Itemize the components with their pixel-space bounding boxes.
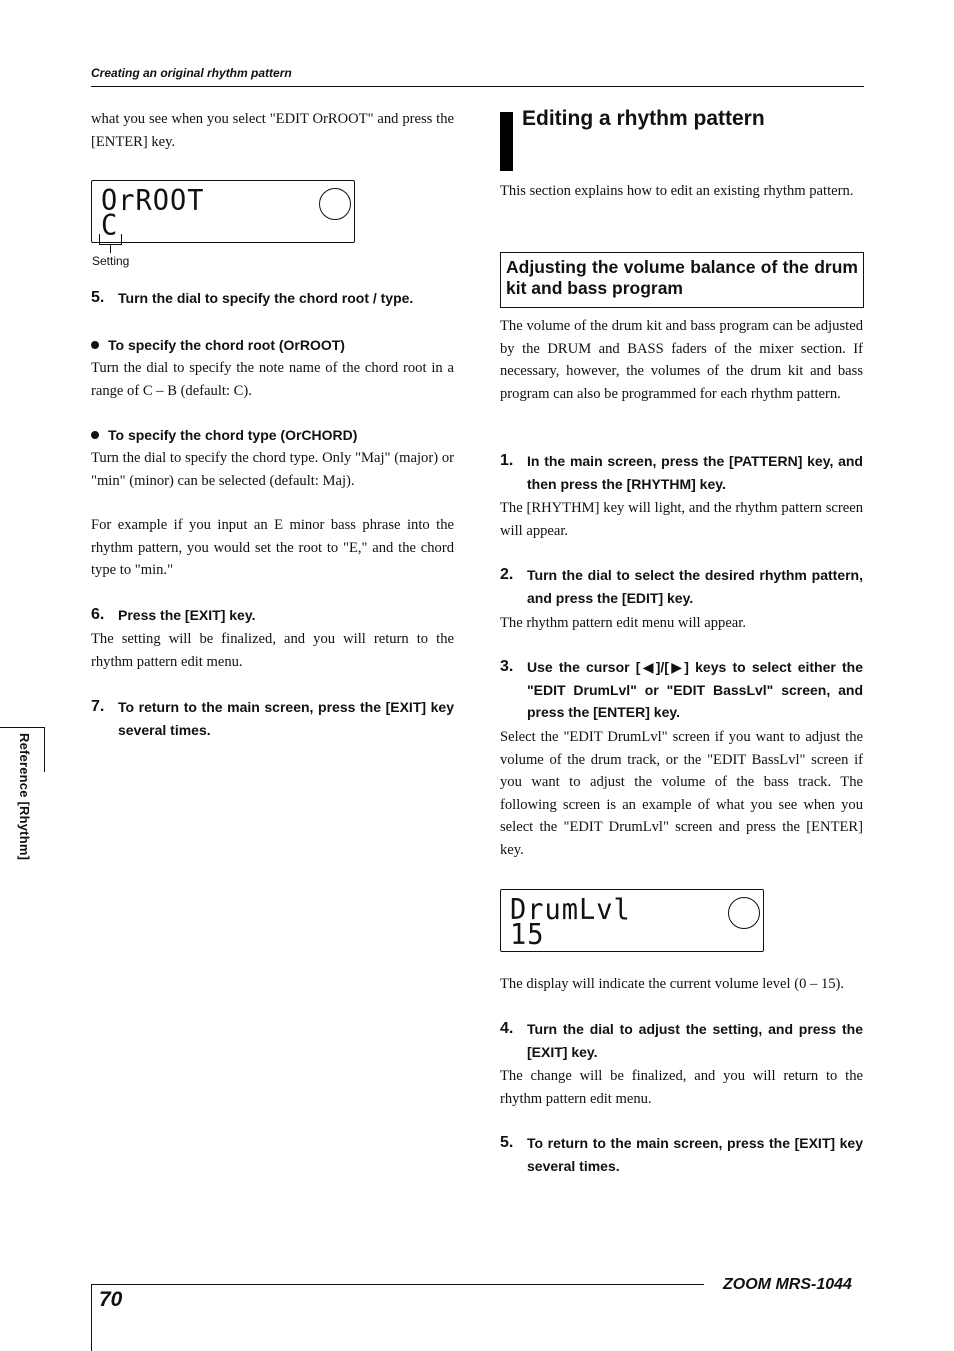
lcd-line-1: DrumLvl	[510, 893, 631, 927]
step-6-paragraph: The setting will be finalized, and you will return to the rhythm pattern edit menu.	[91, 631, 454, 670]
step-number: 6.	[91, 606, 105, 623]
step-2-paragraph: The rhythm pattern edit menu will appear.	[500, 615, 746, 631]
section-intro-paragraph: This section explains how to edit an existing rhythm pattern.	[500, 183, 854, 199]
side-tab-label: Reference [Rhythm]	[17, 733, 32, 861]
header-rule	[91, 86, 864, 87]
setting-bracket	[99, 234, 122, 245]
left-step-6	[91, 604, 454, 627]
step-instruction: To return to the main screen, press the [EXIT] key several times.	[118, 699, 454, 738]
step-number: 4.	[500, 1020, 514, 1037]
right-step-3	[500, 656, 863, 724]
left-intro-paragraph: what you see when you select "EDIT OrROOT" and press the [ENTER] key.	[91, 111, 454, 150]
section-heading: Editing a rhythm pattern	[522, 107, 765, 130]
right-step-2	[500, 564, 863, 609]
step-3-paragraph: Select the "EDIT DrumLvl" screen if you want to adjust the volume of the drum track, or the "EDIT BassLvl" screen if you want to adjust the volume of the bass track. The following screen is an example of what you see when you select the "EDIT DrumLvl" screen and press the [ENTER] key.	[500, 729, 863, 858]
lcd-line-1: OrROOT	[101, 184, 205, 218]
step-instruction: Turn the dial to adjust the setting, and press the [EXIT] key.	[527, 1021, 863, 1060]
product-name: ZOOM MRS-1044	[723, 1276, 852, 1293]
step-instruction: To return to the main screen, press the [EXIT] key several times.	[527, 1135, 863, 1174]
step-instruction: Turn the dial to select the desired rhythm pattern, and press the [EDIT] key.	[527, 567, 863, 606]
footer-rule	[91, 1284, 704, 1285]
bullet-chord-type-title: To specify the chord type (OrCHORD)	[91, 425, 357, 445]
bullet-dot-icon	[91, 341, 99, 349]
page-number: 70	[99, 1288, 123, 1311]
step-number: 1.	[500, 452, 514, 469]
lcd-drumlvl-display	[500, 889, 764, 952]
step-instruction: Use the cursor [◀]/[▶] keys to select either the "EDIT DrumLvl" or "EDIT BassLvl" screen, and press the [ENTER] key.	[527, 659, 863, 720]
step-number: 5.	[500, 1134, 514, 1151]
subheading-box	[500, 252, 864, 308]
subheading: Adjusting the volume balance of the drum kit and bass program	[506, 257, 858, 298]
chord-type-paragraph: Turn the dial to specify the chord type. Only "Maj" (major) or "min" (minor) can be selected (default: Maj).	[91, 450, 454, 489]
heading-bar	[500, 112, 513, 171]
lcd-indicator-circle	[728, 897, 760, 929]
step-number: 7.	[91, 698, 105, 715]
right-step-1	[500, 450, 863, 495]
bullet-dot-icon	[91, 431, 99, 439]
step-4-paragraph: The change will be finalized, and you will return to the rhythm pattern edit menu.	[500, 1068, 863, 1107]
display-note-paragraph: The display will indicate the current volume level (0 – 15).	[500, 976, 845, 992]
setting-leader-line	[110, 245, 111, 253]
step-1-paragraph: The [RHYTHM] key will light, and the rhythm pattern screen will appear.	[500, 500, 863, 539]
bullet-chord-root-title: To specify the chord root (OrROOT)	[91, 335, 345, 355]
lcd-line-2: 15	[510, 918, 545, 952]
left-step-7	[91, 696, 454, 741]
left-step-5	[91, 287, 454, 310]
running-head: Creating an original rhythm pattern	[91, 66, 292, 80]
example-paragraph: For example if you input an E minor bass phrase into the rhythm pattern, you would set the root to "E," and the chord type to "min."	[91, 517, 454, 579]
step-number: 3.	[500, 658, 514, 675]
right-step-5	[500, 1132, 863, 1177]
step-number: 2.	[500, 566, 514, 583]
step-instruction: Press the [EXIT] key.	[118, 607, 256, 623]
volume-intro-paragraph: The volume of the drum kit and bass program can be adjusted by the DRUM and BASS faders of the mixer section. If necessary, however, the volumes of the drum kit and bass program can also be programmed for each rhythm pattern.	[500, 318, 863, 402]
step-instruction: In the main screen, press the [PATTERN] key, and then press the [RHYTHM] key.	[527, 453, 863, 492]
step-instruction: Turn the dial to specify the chord root / type.	[118, 290, 414, 306]
step-number: 5.	[91, 289, 105, 306]
right-step-4	[500, 1018, 863, 1063]
chord-root-paragraph: Turn the dial to specify the note name of the chord root in a range of C – B (default: C).	[91, 360, 454, 399]
setting-callout-label: Setting	[92, 254, 130, 268]
lcd-line-2: C	[101, 209, 119, 243]
footer-vertical-rule	[91, 1284, 92, 1351]
lcd-indicator-circle	[319, 188, 351, 220]
lcd-orroot-display	[91, 180, 355, 243]
